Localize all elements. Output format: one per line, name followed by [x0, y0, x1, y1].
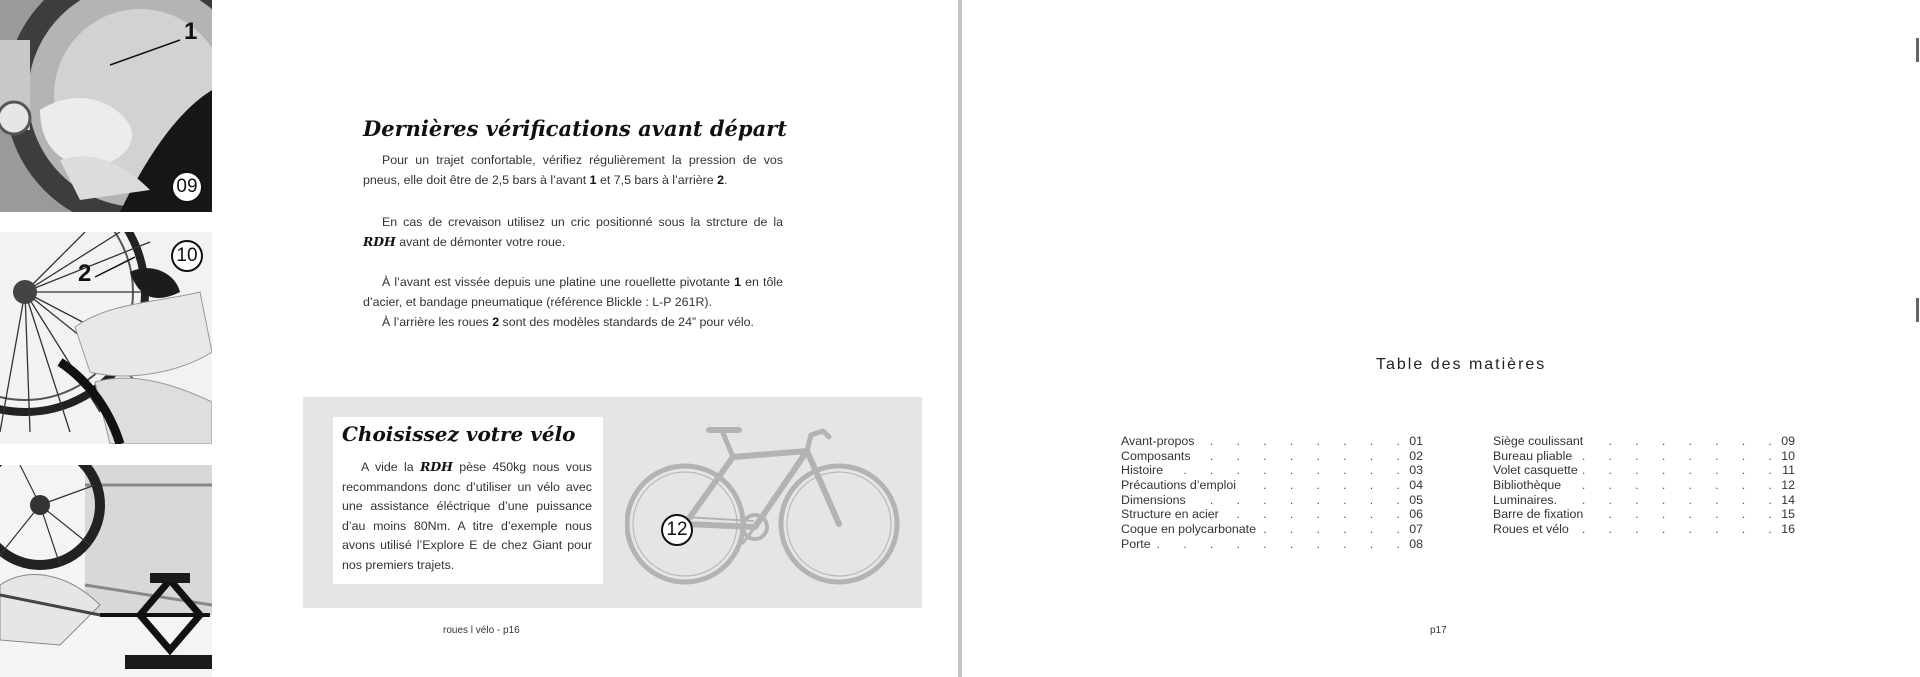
- toc-entry-name: Barre de fixation: [1493, 507, 1587, 522]
- book-spine: [958, 0, 962, 677]
- page-edge-mark: [1916, 38, 1919, 62]
- toc-entry-page: 14: [1777, 493, 1795, 508]
- toc-entry-name: Avant-propos: [1121, 434, 1198, 449]
- page-edge-mark: [1916, 298, 1919, 322]
- toc-entry-name: Composants: [1121, 449, 1195, 464]
- toc-entry[interactable]: [1121, 463, 1423, 478]
- toc-entry-name: Porte: [1121, 537, 1155, 552]
- toc-entry[interactable]: [1121, 493, 1423, 508]
- paragraph-puncture: [363, 212, 783, 252]
- toc-entry-page: 15: [1777, 507, 1795, 522]
- toc-leader-dots: [1121, 537, 1401, 552]
- photo-tire-pressure: [0, 0, 212, 212]
- text-run: .: [723, 173, 728, 187]
- toc-entry-name: Précautions d’emploi: [1121, 478, 1240, 493]
- ref-number: 2: [717, 173, 724, 187]
- text-run: Pour un trajet confortable, vérifiez régulièrement la pression de vos pneus, elle doit être de 2,5 bars à l’avant: [363, 153, 783, 187]
- text-run: À l’arrière les roues: [382, 315, 493, 329]
- text-run: en tôle d’acier, et bandage pneumatique (référence Blickle : L-P 261R).: [363, 275, 783, 309]
- choose-bike-box: [303, 397, 922, 608]
- ref-number: 1: [734, 275, 742, 289]
- toc-entry-page: 05: [1405, 493, 1423, 508]
- toc-entry-page: 07: [1405, 522, 1423, 537]
- page-folio-left: roues l vélo - p16: [443, 625, 520, 636]
- toc-entry-name: Siège coulissant: [1493, 434, 1587, 449]
- toc-column-right: [1493, 434, 1795, 537]
- toc-entry-name: Roues et vélo: [1493, 522, 1573, 537]
- paragraph-tire-pressure: [363, 150, 783, 190]
- toc-entry-page: 16: [1777, 522, 1795, 537]
- toc-entry-page: 08: [1405, 537, 1423, 552]
- text-run: avant de démonter votre roue.: [395, 235, 566, 249]
- toc-entry[interactable]: [1121, 537, 1423, 552]
- toc-entry[interactable]: [1493, 522, 1795, 537]
- toc-entry-page: 11: [1778, 463, 1795, 478]
- toc-entry[interactable]: [1493, 507, 1795, 522]
- choose-bike-text: [342, 457, 592, 575]
- toc-entry-name: Bureau pliable: [1493, 449, 1576, 464]
- toc-entry-page: 10: [1777, 449, 1795, 464]
- toc-entry[interactable]: [1493, 434, 1795, 449]
- toc-entry[interactable]: [1121, 522, 1423, 537]
- toc-entry-name: Histoire: [1121, 463, 1167, 478]
- toc-entry-page: 04: [1405, 478, 1423, 493]
- choose-bike-title: Choisissez votre vélo: [342, 422, 576, 446]
- step-number-09: 09: [171, 171, 203, 203]
- toc-entry-name: Structure en acier: [1121, 507, 1223, 522]
- section-title: Dernières vérifications avant départ: [363, 116, 787, 141]
- toc-entry[interactable]: [1121, 449, 1423, 464]
- text-run: sont des modèles standards de 24” pour vélo.: [499, 315, 754, 329]
- toc-entry[interactable]: [1493, 463, 1795, 478]
- toc-entry-name: Luminaires.: [1493, 493, 1561, 508]
- toc-entry[interactable]: [1493, 478, 1795, 493]
- text-run: et 7,5 bars à l’arrière: [596, 173, 718, 187]
- toc-entry[interactable]: [1493, 493, 1795, 508]
- toc-entry-page: 01: [1405, 434, 1423, 449]
- toc-title: Table des matières: [1376, 356, 1547, 373]
- photo-wheel-removal: [0, 232, 212, 444]
- toc-entry-name: Volet casquette: [1493, 463, 1582, 478]
- toc-entry[interactable]: [1121, 507, 1423, 522]
- toc-entry-page: 12: [1777, 478, 1795, 493]
- ref-number: 1: [589, 173, 597, 187]
- toc-entry-name: Coque en polycarbonate: [1121, 522, 1260, 537]
- toc-entry[interactable]: [1121, 478, 1423, 493]
- toc-entry-name: Bibliothèque: [1493, 478, 1565, 493]
- toc-entry-page: 09: [1777, 434, 1795, 449]
- toc-entry-page: 03: [1405, 463, 1423, 478]
- toc-entry[interactable]: [1493, 449, 1795, 464]
- toc-entry-page: 02: [1405, 449, 1423, 464]
- toc-entry[interactable]: [1121, 434, 1423, 449]
- brand-name: RDH: [420, 459, 453, 474]
- brand-name: RDH: [363, 234, 396, 249]
- text-run: A vide la: [361, 460, 421, 474]
- step-number-10: 10: [171, 240, 203, 272]
- toc-entry-name: Dimensions: [1121, 493, 1190, 508]
- toc-column-left: [1121, 434, 1423, 552]
- callout-number-2: 2: [78, 260, 92, 287]
- step-number-12: 12: [661, 514, 693, 546]
- text-run: En cas de crevaison utilisez un cric positionné sous la strcture de la: [382, 215, 783, 229]
- bicycle-illustration: [625, 417, 905, 589]
- paragraph-wheels: [363, 272, 783, 332]
- text-run: À l’avant est vissée depuis une platine une rouellette pivotante: [382, 275, 735, 289]
- choose-bike-card: [333, 417, 603, 584]
- text-run: pèse 450kg nous vous recommandons donc d’utiliser un vélo avec une assistance éléctrique d’une puissance d’au moins 80Nm. A titre d’exemple nous avons utilisé l’Explore E de chez Giant pour nos premiers trajets.: [342, 460, 592, 572]
- callout-number-1: 1: [184, 18, 198, 45]
- ref-number: 2: [492, 315, 500, 329]
- toc-entry-page: 06: [1405, 507, 1423, 522]
- photo-jack-positioning: [0, 465, 212, 677]
- page-folio-right: p17: [1430, 625, 1447, 636]
